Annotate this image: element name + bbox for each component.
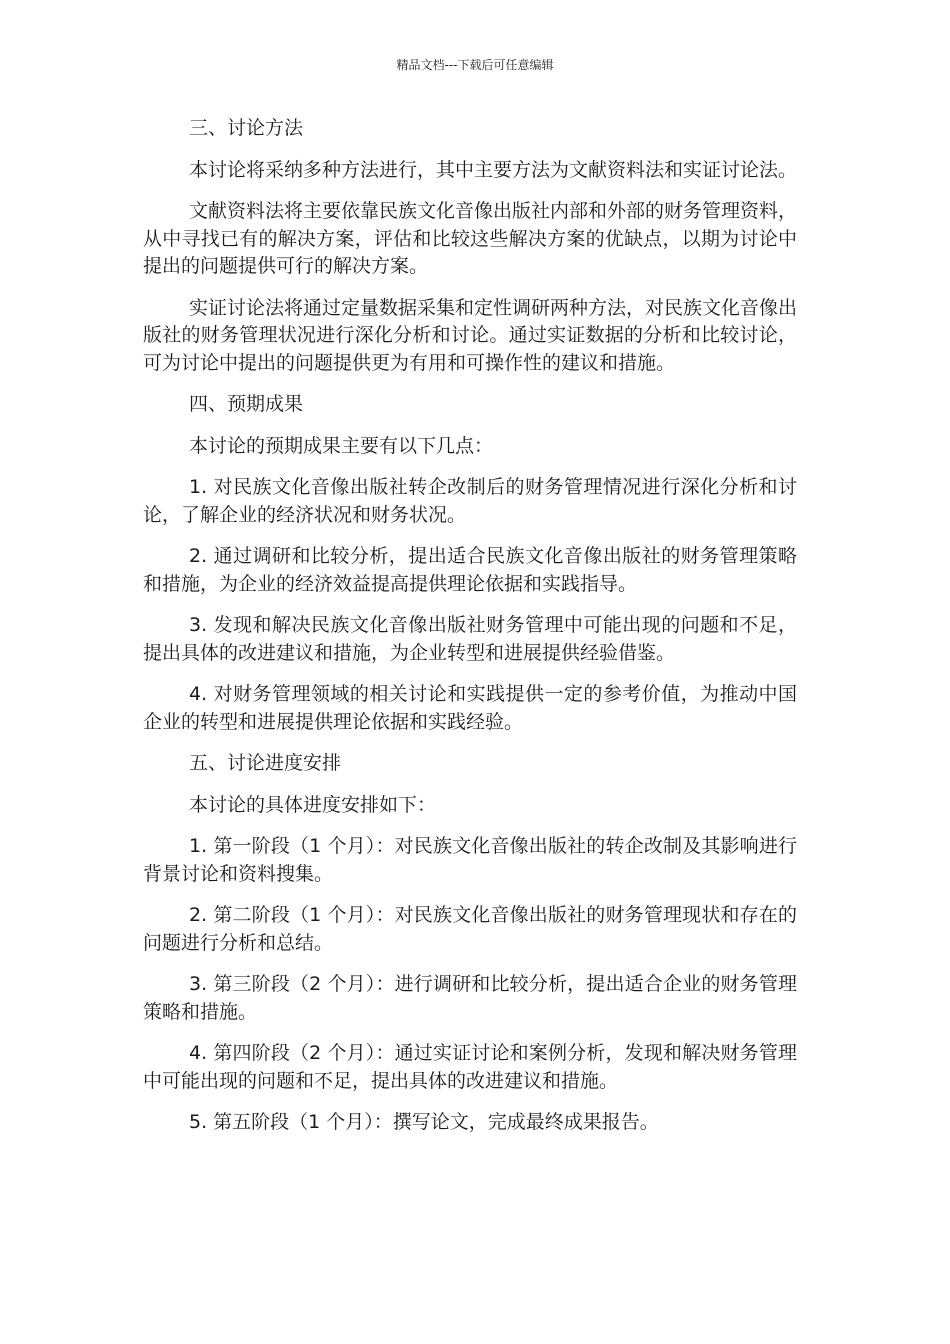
- page-header: 精品文档---下载后可任意编辑: [396, 58, 554, 72]
- list-item-result-2: 2. 通过调研和比较分析，提出适合民族文化音像出版社的财务管理策略和措施，为企业的经济效益提高提供理论依据和实践指导。: [143, 545, 797, 595]
- list-item-stage-1: 1. 第一阶段（1 个月）：对民族文化音像出版社的转企改制及其影响进行背景讨论和资料搜集。: [143, 835, 797, 885]
- section-heading-expected-results: 四、预期成果: [189, 393, 304, 415]
- list-item-stage-4: 4. 第四阶段（2 个月）：通过实证讨论和案例分析，发现和解决财务管理中可能出现的问题和不足，提出具体的改进建议和措施。: [143, 1042, 797, 1092]
- paragraph-results-intro: 本讨论的预期成果主要有以下几点：: [189, 434, 494, 457]
- list-item-result-1: 1. 对民族文化音像出版社转企改制后的财务管理情况进行深化分析和讨论，了解企业的经济状况和财务状况。: [143, 476, 797, 526]
- section-heading-methods: 三、讨论方法: [189, 117, 304, 139]
- list-item-result-3: 3. 发现和解决民族文化音像出版社财务管理中可能出现的问题和不足，提出具体的改进建议和措施，为企业转型和进展提供经验借鉴。: [143, 614, 797, 664]
- paragraph-methods-intro: 本讨论将采纳多种方法进行，其中主要方法为文献资料法和实证讨论法。: [189, 158, 798, 181]
- list-item-stage-5: 5. 第五阶段（1 个月）：撰写论文，完成最终成果报告。: [189, 1111, 659, 1133]
- document-body: [143, 115, 797, 1151]
- section-heading-schedule: 五、讨论进度安排: [189, 752, 342, 774]
- list-item-result-4: 4. 对财务管理领域的相关讨论和实践提供一定的参考价值，为推动中国企业的转型和进展提供理论依据和实践经验。: [143, 683, 797, 733]
- paragraph-empirical-method: 实证讨论法将通过定量数据采集和定性调研两种方法，对民族文化音像出版社的财务管理状况进行深化分析和讨论。通过实证数据的分析和比较讨论，可为讨论中提出的问题提供更为有用和可操作性的建议和措施。: [143, 296, 798, 374]
- paragraph-schedule-intro: 本讨论的具体进度安排如下：: [189, 793, 437, 816]
- paragraph-literature-method: 文献资料法将主要依靠民族文化音像出版社内部和外部的财务管理资料，从中寻找已有的解决方案，评估和比较这些解决方案的优缺点，以期为讨论中提出的问题提供可行的解决方案。: [143, 200, 798, 277]
- list-item-stage-3: 3. 第三阶段（2 个月）：进行调研和比较分析，提出适合企业的财务管理策略和措施。: [143, 973, 797, 1023]
- list-item-stage-2: 2. 第二阶段（1 个月）：对民族文化音像出版社的财务管理现状和存在的问题进行分析和总结。: [143, 904, 797, 954]
